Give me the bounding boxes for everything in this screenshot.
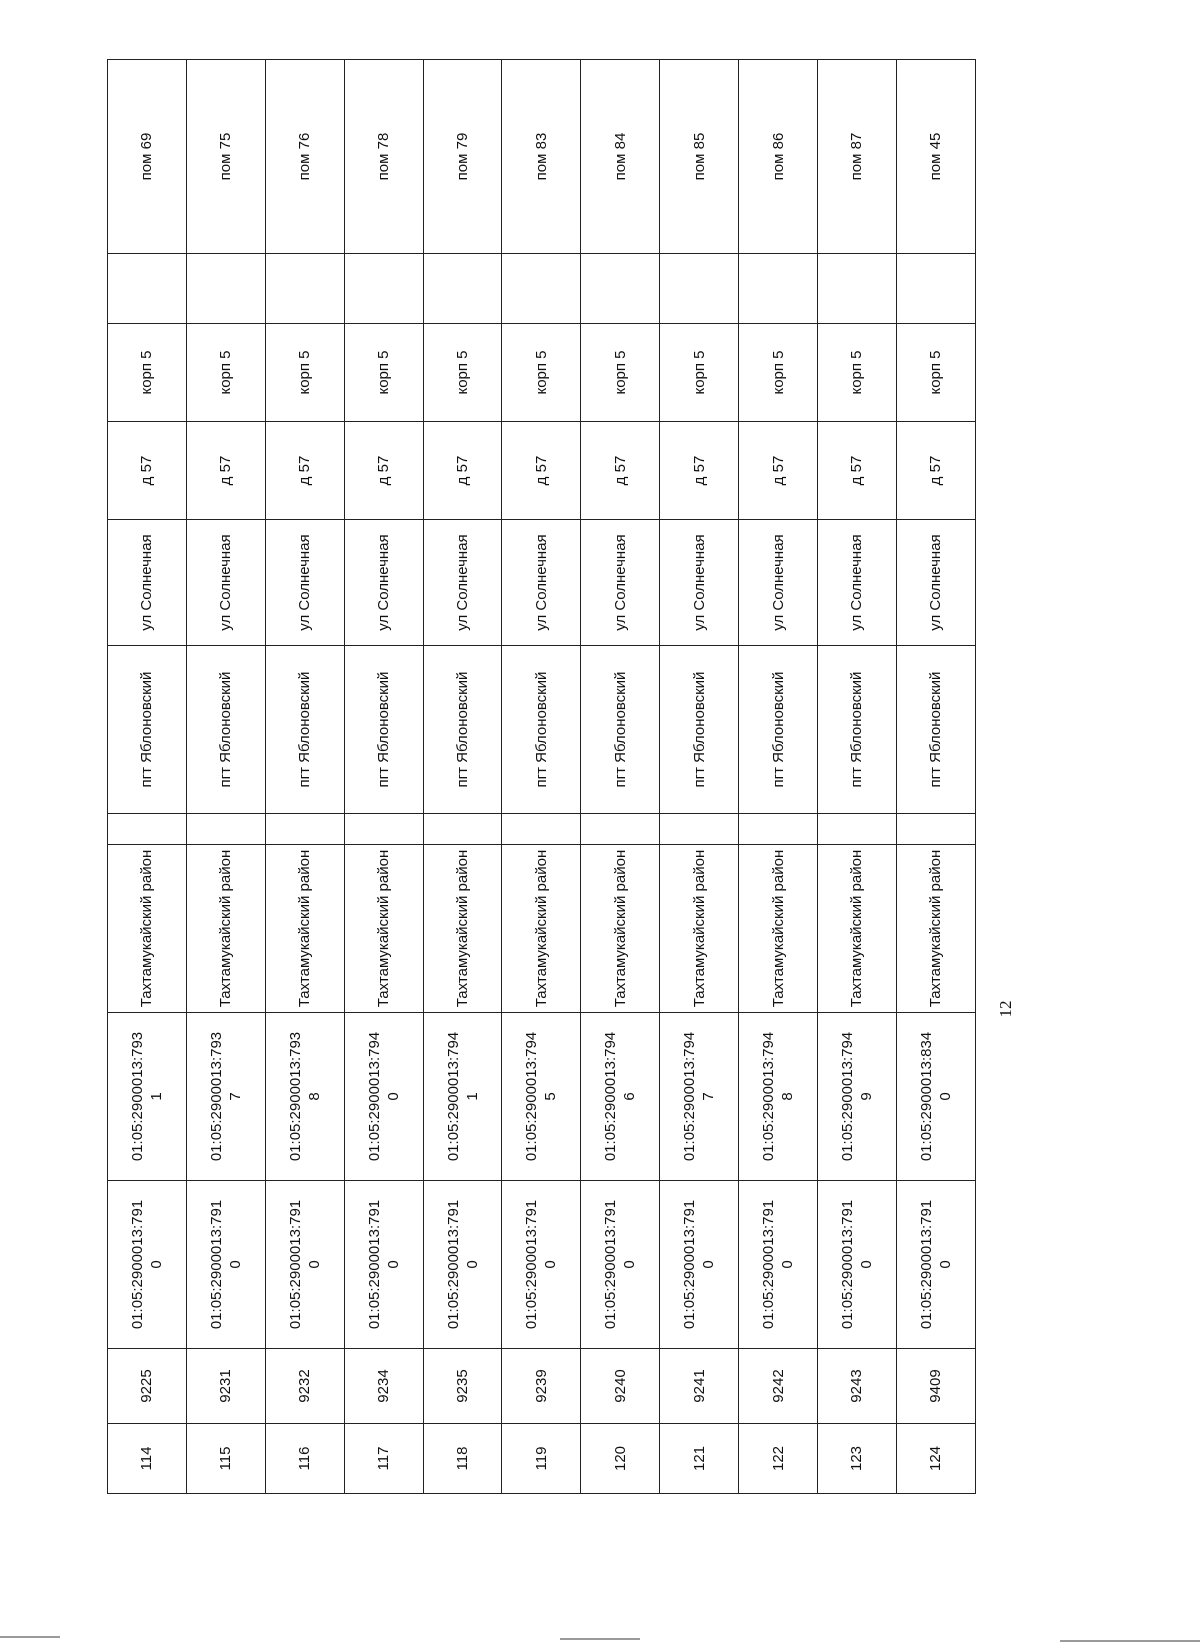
object-cadastral-number-cell-line: 5: [542, 1092, 560, 1101]
house-cell: [186, 422, 265, 520]
district-cell-text: Тахтамукайский район: [769, 849, 787, 1008]
object-cadastral-number-cell: [896, 1013, 975, 1181]
record-id-cell: [265, 1349, 344, 1424]
record-id-cell: [344, 1349, 423, 1424]
district-cell: [186, 845, 265, 1013]
town-cell: [423, 646, 502, 814]
town-cell: [265, 646, 344, 814]
town-cell-text: пгт Яблоновский: [138, 671, 156, 788]
object-cadastral-number-cell-line: 01:05:2900013:794: [681, 1031, 699, 1162]
record-id-cell: [423, 1349, 502, 1424]
row-number-cell-text: 116: [296, 1446, 314, 1471]
street-cell: [265, 520, 344, 646]
district-cell-text: Тахтамукайский район: [690, 849, 708, 1008]
house-cell-text: д 57: [138, 455, 156, 486]
object-cadastral-number-cell-line: 01:05:2900013:794: [760, 1031, 778, 1162]
parent-cadastral-number-cell: [818, 1181, 897, 1349]
town-cell-text: пгт Яблоновский: [375, 671, 393, 788]
object-cadastral-number-cell: [186, 1013, 265, 1181]
empty-cell: [896, 254, 975, 324]
row-number-cell: [108, 1424, 187, 1494]
empty-cell: [108, 814, 187, 845]
building-cell-text: корп 5: [454, 350, 471, 395]
building-cell-text: корп 5: [217, 350, 235, 395]
building-cell-text: корп 5: [611, 350, 629, 395]
district-cell-text: Тахтамукайский район: [217, 849, 235, 1008]
object-cadastral-number-cell-line: 7: [700, 1092, 718, 1101]
district-cell-text: Тахтамукайский район: [375, 849, 393, 1008]
apartment-cell-text: пом 45: [927, 132, 945, 181]
empty-cell: [660, 814, 739, 845]
street-cell: [108, 520, 187, 646]
building-cell-text: корп 5: [690, 350, 708, 395]
street-cell-text: ул Солнечная: [138, 534, 156, 631]
apartment-cell: [502, 60, 581, 254]
apartment-cell: [186, 60, 265, 254]
district-cell-text: Тахтамукайский район: [611, 849, 629, 1008]
apartment-cell: [581, 60, 660, 254]
object-cadastral-number-cell-line: 01:05:2900013:793: [207, 1031, 225, 1162]
house-cell-text: д 57: [532, 455, 550, 486]
parent-cadastral-number-cell-line: 01:05:2900013:791: [207, 1199, 225, 1330]
apartment-cell-text: пом 78: [375, 132, 393, 181]
empty-cell: [502, 814, 581, 845]
street-cell-text: ул Солнечная: [454, 534, 471, 631]
object-cadastral-number-cell-line: 01:05:2900013:793: [128, 1031, 146, 1162]
street-cell: [660, 520, 739, 646]
object-cadastral-number-cell-line: 01:05:2900013:793: [286, 1031, 304, 1162]
object-cadastral-number-cell: [660, 1013, 739, 1181]
parent-cadastral-number-cell-line: 01:05:2900013:791: [602, 1199, 620, 1330]
street-cell-text: ул Солнечная: [611, 534, 629, 631]
record-id-cell-text: 9231: [217, 1369, 235, 1403]
parent-cadastral-number-cell-line: 01:05:2900013:791: [681, 1199, 699, 1330]
district-cell: [344, 845, 423, 1013]
house-cell-text: д 57: [690, 455, 708, 486]
row-number-cell-text: 117: [375, 1446, 393, 1471]
building-cell-text: корп 5: [138, 350, 156, 395]
record-id-cell-text: 9241: [690, 1369, 708, 1403]
object-cadastral-number-cell-line: 7: [226, 1092, 244, 1101]
street-cell: [739, 520, 818, 646]
empty-cell: [108, 254, 187, 324]
object-cadastral-number-cell: [423, 1013, 502, 1181]
row-number-cell-text: 124: [927, 1445, 945, 1472]
parent-cadastral-number-cell: [660, 1181, 739, 1349]
empty-cell: [502, 254, 581, 324]
object-cadastral-number-cell-line: 0: [936, 1092, 954, 1101]
empty-cell: [423, 814, 502, 845]
empty-cell: [739, 814, 818, 845]
empty-cell: [265, 254, 344, 324]
scan-mark: [0, 1636, 60, 1638]
house-cell-text: д 57: [848, 455, 866, 486]
row-number-cell: [265, 1424, 344, 1494]
row-number-cell: [818, 1424, 897, 1494]
record-id-cell-text: 9225: [138, 1369, 156, 1403]
row-number-cell-text: 114: [138, 1446, 156, 1471]
table-row: [502, 60, 581, 1494]
scan-mark: [560, 1638, 640, 1640]
apartment-cell: [660, 60, 739, 254]
district-cell: [581, 845, 660, 1013]
building-cell-text: корп 5: [375, 350, 393, 395]
street-cell-text: ул Солнечная: [690, 534, 708, 631]
parent-cadastral-number-cell-line: 0: [621, 1260, 639, 1269]
row-number-cell: [739, 1424, 818, 1494]
street-cell: [581, 520, 660, 646]
building-cell: [660, 324, 739, 422]
house-cell-text: д 57: [927, 455, 945, 486]
building-cell: [423, 324, 502, 422]
apartment-cell-text: пом 86: [769, 132, 787, 181]
district-cell-text: Тахтамукайский район: [927, 849, 945, 1008]
row-number-cell-text: 119: [532, 1446, 550, 1471]
apartment-cell-text: пом 76: [296, 132, 314, 181]
table-row: [896, 60, 975, 1494]
record-id-cell-text: 9409: [927, 1369, 945, 1403]
district-cell: [108, 845, 187, 1013]
row-number-cell: [423, 1424, 502, 1494]
empty-cell: [896, 814, 975, 845]
object-cadastral-number-cell-line: 01:05:2900013:794: [365, 1031, 383, 1162]
row-number-cell-text: 121: [690, 1445, 708, 1472]
building-cell-text: корп 5: [927, 350, 945, 395]
building-cell-text: корп 5: [532, 350, 550, 395]
parent-cadastral-number-cell-line: 0: [463, 1260, 481, 1269]
apartment-cell: [344, 60, 423, 254]
town-cell-text: пгт Яблоновский: [690, 671, 708, 788]
row-number-cell: [581, 1424, 660, 1494]
table-row: [739, 60, 818, 1494]
house-cell: [265, 422, 344, 520]
building-cell: [739, 324, 818, 422]
building-cell: [896, 324, 975, 422]
parent-cadastral-number-cell: [423, 1181, 502, 1349]
empty-cell: [344, 254, 423, 324]
row-number-cell-text: 115: [217, 1446, 235, 1471]
record-id-cell-text: 9242: [769, 1369, 787, 1403]
table-row: [581, 60, 660, 1494]
town-cell-text: пгт Яблоновский: [927, 671, 945, 788]
district-cell-text: Тахтамукайский район: [138, 849, 156, 1008]
parent-cadastral-number-cell-line: 01:05:2900013:791: [523, 1199, 541, 1330]
parent-cadastral-number-cell: [108, 1181, 187, 1349]
object-cadastral-number-cell-line: 01:05:2900013:794: [444, 1031, 462, 1162]
record-id-cell-text: 9235: [454, 1369, 471, 1403]
object-cadastral-number-cell-line: 1: [147, 1092, 165, 1101]
row-number-cell-text: 123: [848, 1445, 866, 1472]
object-cadastral-number-cell-line: 9: [857, 1092, 875, 1101]
building-cell: [108, 324, 187, 422]
town-cell-text: пгт Яблоновский: [454, 671, 471, 788]
empty-cell: [186, 254, 265, 324]
table-row: [660, 60, 739, 1494]
town-cell: [818, 646, 897, 814]
record-id-cell: [108, 1349, 187, 1424]
parent-cadastral-number-cell-line: 0: [542, 1260, 560, 1269]
house-cell: [108, 422, 187, 520]
house-cell-text: д 57: [611, 455, 629, 486]
building-cell-text: корп 5: [769, 350, 787, 395]
house-cell-text: д 57: [217, 455, 235, 486]
table-body: [108, 60, 976, 1494]
row-number-cell: [502, 1424, 581, 1494]
object-cadastral-number-cell: [502, 1013, 581, 1181]
empty-cell: [423, 254, 502, 324]
object-cadastral-number-cell-line: 01:05:2900013:794: [523, 1031, 541, 1162]
street-cell-text: ул Солнечная: [375, 534, 393, 631]
street-cell-text: ул Солнечная: [769, 534, 787, 631]
record-id-cell-text: 9239: [532, 1369, 550, 1403]
town-cell: [660, 646, 739, 814]
parent-cadastral-number-cell-line: 01:05:2900013:791: [760, 1199, 778, 1330]
street-cell-text: ул Солнечная: [296, 534, 314, 631]
object-cadastral-number-cell: [739, 1013, 818, 1181]
table-row: [265, 60, 344, 1494]
building-cell: [818, 324, 897, 422]
parent-cadastral-number-cell-line: 0: [305, 1260, 323, 1269]
house-cell: [660, 422, 739, 520]
object-cadastral-number-cell: [108, 1013, 187, 1181]
object-cadastral-number-cell: [265, 1013, 344, 1181]
apartment-cell-text: пом 69: [138, 132, 156, 181]
house-cell-text: д 57: [296, 455, 314, 486]
row-number-cell-text: 120: [611, 1445, 629, 1472]
parent-cadastral-number-cell: [739, 1181, 818, 1349]
town-cell: [186, 646, 265, 814]
apartment-cell: [896, 60, 975, 254]
property-table: [107, 59, 976, 1494]
record-id-cell: [660, 1349, 739, 1424]
object-cadastral-number-cell-line: 6: [621, 1092, 639, 1101]
parent-cadastral-number-cell: [502, 1181, 581, 1349]
apartment-cell: [108, 60, 187, 254]
record-id-cell-text: 9234: [375, 1369, 393, 1403]
district-cell-text: Тахтамукайский район: [848, 849, 866, 1008]
street-cell-text: ул Солнечная: [927, 534, 945, 631]
district-cell: [896, 845, 975, 1013]
house-cell: [896, 422, 975, 520]
record-id-cell: [818, 1349, 897, 1424]
object-cadastral-number-cell-line: 01:05:2900013:794: [838, 1031, 856, 1162]
house-cell: [344, 422, 423, 520]
row-number-cell: [896, 1424, 975, 1494]
table-row: [818, 60, 897, 1494]
building-cell: [502, 324, 581, 422]
district-cell: [502, 845, 581, 1013]
parent-cadastral-number-cell-line: 01:05:2900013:791: [444, 1199, 462, 1330]
object-cadastral-number-cell-line: 8: [779, 1092, 797, 1101]
parent-cadastral-number-cell-line: 01:05:2900013:791: [365, 1199, 383, 1330]
object-cadastral-number-cell-line: 01:05:2900013:794: [602, 1031, 620, 1162]
town-cell-text: пгт Яблоновский: [769, 671, 787, 788]
parent-cadastral-number-cell-line: 01:05:2900013:791: [917, 1199, 935, 1330]
house-cell-text: д 57: [375, 455, 393, 486]
record-id-cell: [581, 1349, 660, 1424]
parent-cadastral-number-cell: [344, 1181, 423, 1349]
apartment-cell-text: пом 87: [848, 132, 866, 181]
town-cell-text: пгт Яблоновский: [611, 671, 629, 788]
street-cell-text: ул Солнечная: [217, 534, 235, 631]
street-cell: [423, 520, 502, 646]
town-cell: [581, 646, 660, 814]
parent-cadastral-number-cell-line: 01:05:2900013:791: [838, 1199, 856, 1330]
scan-mark: [1060, 1640, 1200, 1642]
apartment-cell: [739, 60, 818, 254]
empty-cell: [660, 254, 739, 324]
town-cell-text: пгт Яблоновский: [217, 671, 235, 788]
apartment-cell-text: пом 85: [690, 132, 708, 181]
record-id-cell: [739, 1349, 818, 1424]
street-cell: [896, 520, 975, 646]
building-cell: [186, 324, 265, 422]
record-id-cell-text: 9243: [848, 1369, 866, 1403]
empty-cell: [344, 814, 423, 845]
street-cell-text: ул Солнечная: [532, 534, 550, 631]
record-id-cell-text: 9232: [296, 1369, 314, 1403]
empty-cell: [186, 814, 265, 845]
parent-cadastral-number-cell-line: 01:05:2900013:791: [286, 1199, 304, 1330]
object-cadastral-number-cell: [818, 1013, 897, 1181]
row-number-cell-text: 122: [769, 1445, 787, 1472]
house-cell: [423, 422, 502, 520]
district-cell: [739, 845, 818, 1013]
empty-cell: [265, 814, 344, 845]
town-cell: [108, 646, 187, 814]
page-number: 12: [996, 1000, 1015, 1018]
district-cell: [265, 845, 344, 1013]
parent-cadastral-number-cell-line: 0: [226, 1260, 244, 1269]
record-id-cell: [186, 1349, 265, 1424]
town-cell: [344, 646, 423, 814]
parent-cadastral-number-cell-line: 0: [147, 1260, 165, 1269]
apartment-cell: [423, 60, 502, 254]
parent-cadastral-number-cell: [265, 1181, 344, 1349]
district-cell-text: Тахтамукайский район: [296, 849, 314, 1008]
empty-cell: [739, 254, 818, 324]
street-cell: [818, 520, 897, 646]
district-cell: [423, 845, 502, 1013]
empty-cell: [581, 254, 660, 324]
parent-cadastral-number-cell: [581, 1181, 660, 1349]
town-cell-text: пгт Яблоновский: [848, 671, 866, 788]
building-cell-text: корп 5: [848, 350, 866, 395]
parent-cadastral-number-cell-line: 0: [936, 1260, 954, 1269]
street-cell: [186, 520, 265, 646]
apartment-cell-text: пом 83: [532, 132, 550, 181]
object-cadastral-number-cell-line: 0: [384, 1092, 402, 1101]
building-cell: [265, 324, 344, 422]
house-cell-text: д 57: [769, 455, 787, 486]
table-row: [186, 60, 265, 1494]
town-cell: [896, 646, 975, 814]
house-cell: [502, 422, 581, 520]
parent-cadastral-number-cell: [186, 1181, 265, 1349]
parent-cadastral-number-cell-line: 0: [700, 1260, 718, 1269]
apartment-cell-text: пом 75: [217, 132, 235, 181]
table-row: [423, 60, 502, 1494]
table-row: [344, 60, 423, 1494]
object-cadastral-number-cell-line: 01:05:2900013:834: [917, 1031, 935, 1162]
district-cell: [660, 845, 739, 1013]
district-cell-text: Тахтамукайский район: [532, 849, 550, 1008]
row-number-cell: [186, 1424, 265, 1494]
parent-cadastral-number-cell-line: 01:05:2900013:791: [128, 1199, 146, 1330]
table-row: [108, 60, 187, 1494]
parent-cadastral-number-cell-line: 0: [857, 1260, 875, 1269]
row-number-cell-text: 118: [454, 1446, 471, 1471]
building-cell-text: корп 5: [296, 350, 314, 395]
street-cell: [344, 520, 423, 646]
apartment-cell-text: пом 84: [611, 132, 629, 181]
record-id-cell-text: 9240: [611, 1369, 629, 1403]
building-cell: [344, 324, 423, 422]
town-cell: [739, 646, 818, 814]
empty-cell: [581, 814, 660, 845]
parent-cadastral-number-cell-line: 0: [779, 1260, 797, 1269]
house-cell: [818, 422, 897, 520]
house-cell: [739, 422, 818, 520]
house-cell: [581, 422, 660, 520]
district-cell-text: Тахтамукайский район: [454, 849, 471, 1008]
row-number-cell: [660, 1424, 739, 1494]
town-cell-text: пгт Яблоновский: [296, 671, 314, 788]
apartment-cell: [265, 60, 344, 254]
town-cell-text: пгт Яблоновский: [532, 671, 550, 788]
object-cadastral-number-cell-line: 8: [305, 1092, 323, 1101]
empty-cell: [818, 814, 897, 845]
record-id-cell: [502, 1349, 581, 1424]
object-cadastral-number-cell-line: 1: [463, 1092, 481, 1101]
record-id-cell: [896, 1349, 975, 1424]
object-cadastral-number-cell: [344, 1013, 423, 1181]
object-cadastral-number-cell: [581, 1013, 660, 1181]
parent-cadastral-number-cell-line: 0: [384, 1260, 402, 1269]
house-cell-text: д 57: [454, 455, 471, 486]
apartment-cell: [818, 60, 897, 254]
empty-cell: [818, 254, 897, 324]
town-cell: [502, 646, 581, 814]
street-cell: [502, 520, 581, 646]
street-cell-text: ул Солнечная: [848, 534, 866, 631]
district-cell: [818, 845, 897, 1013]
parent-cadastral-number-cell: [896, 1181, 975, 1349]
apartment-cell-text: пом 79: [454, 132, 471, 181]
building-cell: [581, 324, 660, 422]
row-number-cell: [344, 1424, 423, 1494]
